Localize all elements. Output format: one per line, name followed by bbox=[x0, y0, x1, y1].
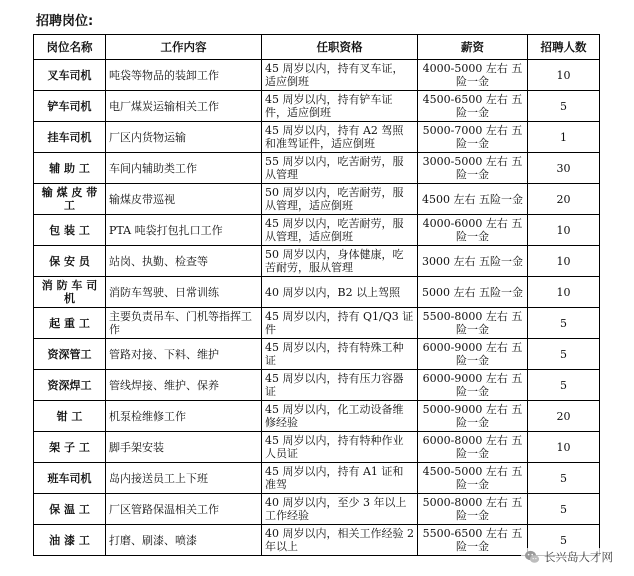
cell-qualification: 50 周岁以内，吃苦耐劳，服从管理，适应倒班 bbox=[262, 184, 418, 215]
header-position: 岗位名称 bbox=[34, 35, 106, 60]
cell-count: 5 bbox=[528, 339, 600, 370]
cell-duty: 岛内接送员工上下班 bbox=[106, 463, 262, 494]
cell-qualification: 40 周岁以内，相关工作经验 2 年以上 bbox=[262, 525, 418, 556]
cell-qualification: 55 周岁以内，吃苦耐劳，服从管理 bbox=[262, 153, 418, 184]
cell-position: 班车司机 bbox=[34, 463, 106, 494]
cell-count: 1 bbox=[528, 122, 600, 153]
cell-position: 保 安 员 bbox=[34, 246, 106, 277]
watermark-text: 长兴岛人才网 bbox=[544, 550, 613, 564]
cell-qualification: 40 周岁以内，B2 以上驾照 bbox=[262, 277, 418, 308]
table-row bbox=[34, 370, 600, 401]
cell-duty: 打磨、刷漆、喷漆 bbox=[106, 525, 262, 556]
table-row bbox=[34, 525, 600, 556]
table-row bbox=[34, 308, 600, 339]
cell-position: 包 装 工 bbox=[34, 215, 106, 246]
cell-salary: 4500-6500 左右 五险一金 bbox=[418, 91, 528, 122]
cell-position: 叉车司机 bbox=[34, 60, 106, 91]
cell-duty: 车间内辅助类工作 bbox=[106, 153, 262, 184]
cell-qualification: 45 周岁以内，持有特殊工种证 bbox=[262, 339, 418, 370]
header-duty: 工作内容 bbox=[106, 35, 262, 60]
cell-duty: 消防车驾驶、日常训练 bbox=[106, 277, 262, 308]
table-row bbox=[34, 463, 600, 494]
cell-qualification: 45 周岁以内，持有 Q1/Q3 证件 bbox=[262, 308, 418, 339]
cell-duty: 管线焊接、维护、保养 bbox=[106, 370, 262, 401]
cell-salary: 6000-8000 左右 五险一金 bbox=[418, 432, 528, 463]
cell-position: 输 煤 皮 带 工 bbox=[34, 184, 106, 215]
cell-position: 架 子 工 bbox=[34, 432, 106, 463]
cell-position: 消 防 车 司 机 bbox=[34, 277, 106, 308]
cell-count: 30 bbox=[528, 153, 600, 184]
section-heading: 招聘岗位: bbox=[36, 14, 94, 29]
cell-qualification: 40 周岁以内，至少 3 年以上工作经验 bbox=[262, 494, 418, 525]
table-row bbox=[34, 246, 600, 277]
cell-salary: 3000 左右 五险一金 bbox=[418, 246, 528, 277]
cell-qualification: 45 周岁以内，持有特种作业人员证 bbox=[262, 432, 418, 463]
table-row bbox=[34, 60, 600, 91]
cell-count: 5 bbox=[528, 494, 600, 525]
cell-count: 20 bbox=[528, 401, 600, 432]
cell-position: 资深焊工 bbox=[34, 370, 106, 401]
cell-count: 20 bbox=[528, 184, 600, 215]
table-row bbox=[34, 401, 600, 432]
cell-salary: 4500 左右 五险一金 bbox=[418, 184, 528, 215]
recruitment-table bbox=[33, 34, 600, 556]
cell-count: 5 bbox=[528, 91, 600, 122]
cell-qualification: 45 周岁以内，持有叉车证，适应倒班 bbox=[262, 60, 418, 91]
cell-duty: 主要负责吊车、门机等指挥工作 bbox=[106, 308, 262, 339]
table-row bbox=[34, 215, 600, 246]
cell-position: 资深管工 bbox=[34, 339, 106, 370]
table-row bbox=[34, 122, 600, 153]
table-row bbox=[34, 91, 600, 122]
cell-qualification: 45 周岁以内，持有 A2 驾照和准驾证件，适应倒班 bbox=[262, 122, 418, 153]
cell-qualification: 45 周岁以内，持有铲车证件，适应倒班 bbox=[262, 91, 418, 122]
cell-duty: 厂区管路保温相关工作 bbox=[106, 494, 262, 525]
cell-salary: 5500-8000 左右 五险一金 bbox=[418, 308, 528, 339]
cell-position: 辅 助 工 bbox=[34, 153, 106, 184]
header-qualification: 任职资格 bbox=[262, 35, 418, 60]
table-row bbox=[34, 184, 600, 215]
cell-salary: 4500-5000 左右 五险一金 bbox=[418, 463, 528, 494]
table-row bbox=[34, 339, 600, 370]
cell-count: 10 bbox=[528, 432, 600, 463]
cell-count: 5 bbox=[528, 463, 600, 494]
cell-salary: 5000-7000 左右 五险一金 bbox=[418, 122, 528, 153]
cell-position: 挂车司机 bbox=[34, 122, 106, 153]
cell-salary: 6000-9000 左右 五险一金 bbox=[418, 339, 528, 370]
cell-count: 10 bbox=[528, 215, 600, 246]
cell-duty: 吨袋等物品的装卸工作 bbox=[106, 60, 262, 91]
cell-salary: 5000-9000 左右 五险一金 bbox=[418, 401, 528, 432]
table-row bbox=[34, 494, 600, 525]
cell-qualification: 45 周岁以内，持有 A1 证和准驾 bbox=[262, 463, 418, 494]
cell-duty: 脚手架安装 bbox=[106, 432, 262, 463]
cell-duty: 输煤皮带巡视 bbox=[106, 184, 262, 215]
table-row bbox=[34, 277, 600, 308]
cell-duty: 管路对接、下料、维护 bbox=[106, 339, 262, 370]
cell-duty: PTA 吨袋打包扎口工作 bbox=[106, 215, 262, 246]
table-row bbox=[34, 432, 600, 463]
table-row bbox=[34, 153, 600, 184]
cell-salary: 6000-9000 左右 五险一金 bbox=[418, 370, 528, 401]
watermark bbox=[521, 548, 616, 566]
cell-count: 5 bbox=[528, 525, 600, 556]
cell-count: 10 bbox=[528, 60, 600, 91]
cell-count: 10 bbox=[528, 246, 600, 277]
cell-position: 起 重 工 bbox=[34, 308, 106, 339]
table-header-row bbox=[34, 35, 600, 60]
cell-duty: 厂区内货物运输 bbox=[106, 122, 262, 153]
cell-salary: 5000 左右 五险一金 bbox=[418, 277, 528, 308]
cell-qualification: 45 周岁以内，持有压力容器证 bbox=[262, 370, 418, 401]
cell-position: 保 温 工 bbox=[34, 494, 106, 525]
cell-salary: 3000-5000 左右 五险一金 bbox=[418, 153, 528, 184]
header-salary: 薪资 bbox=[418, 35, 528, 60]
cell-qualification: 50 周岁以内，身体健康，吃苦耐劳，服从管理 bbox=[262, 246, 418, 277]
cell-duty: 站岗、执勤、检查等 bbox=[106, 246, 262, 277]
cell-duty: 机泵检维修工作 bbox=[106, 401, 262, 432]
cell-count: 10 bbox=[528, 277, 600, 308]
cell-salary: 4000-5000 左右 五险一金 bbox=[418, 60, 528, 91]
header-count: 招聘人数 bbox=[528, 35, 600, 60]
cell-qualification: 45 周岁以内，化工动设备维修经验 bbox=[262, 401, 418, 432]
cell-count: 5 bbox=[528, 308, 600, 339]
cell-position: 油 漆 工 bbox=[34, 525, 106, 556]
cell-count: 5 bbox=[528, 370, 600, 401]
cell-position: 钳 工 bbox=[34, 401, 106, 432]
wechat-icon bbox=[524, 549, 540, 565]
cell-duty: 电厂煤炭运输相关工作 bbox=[106, 91, 262, 122]
cell-qualification: 45 周岁以内，吃苦耐劳，服从管理，适应倒班 bbox=[262, 215, 418, 246]
cell-salary: 5000-8000 左右 五险一金 bbox=[418, 494, 528, 525]
cell-salary: 5500-6500 左右 五险一金 bbox=[418, 525, 528, 556]
cell-salary: 4000-6000 左右 五险一金 bbox=[418, 215, 528, 246]
cell-position: 铲车司机 bbox=[34, 91, 106, 122]
